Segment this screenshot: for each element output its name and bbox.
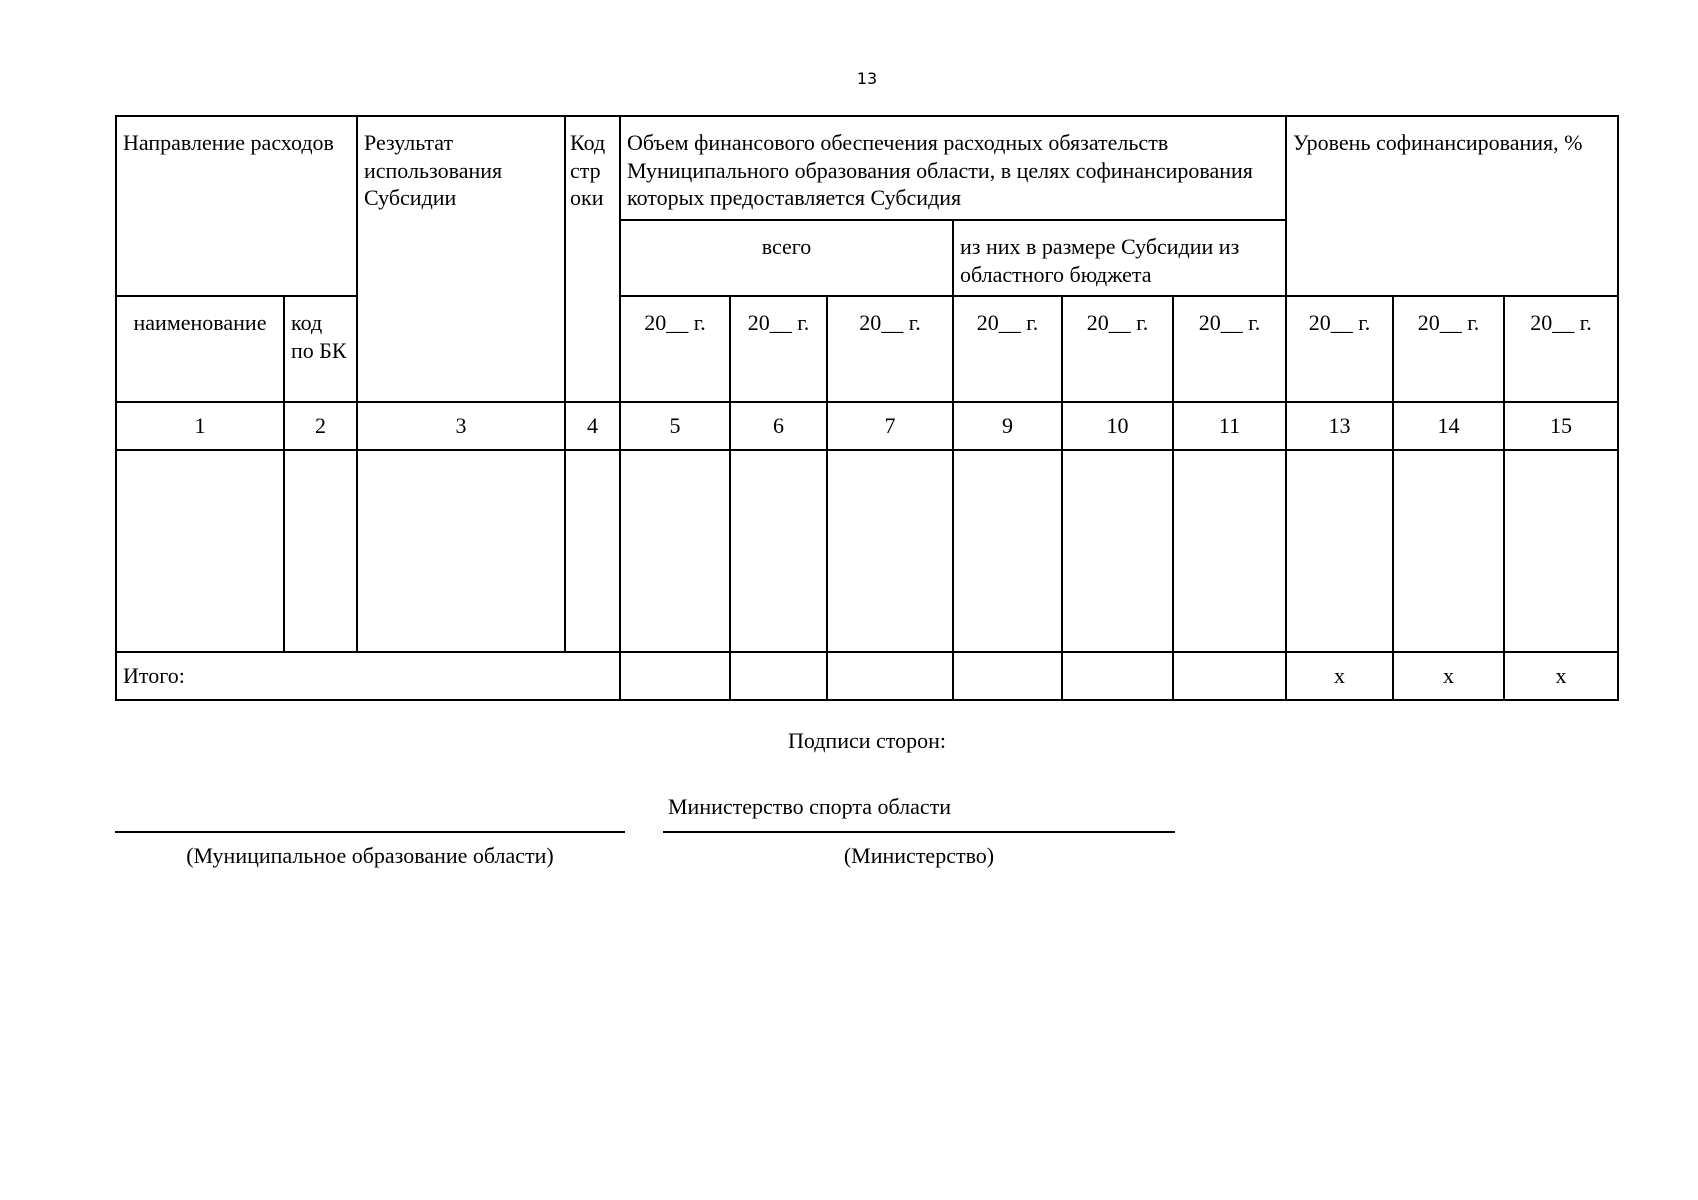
right-signature-caption: (Министерство) [843, 843, 995, 868]
data-cell [730, 450, 827, 652]
year-cell: 20__ г. [1062, 296, 1173, 402]
column-number: 4 [565, 402, 620, 450]
data-cell [565, 450, 620, 652]
header-direction: Направление расходов [116, 116, 357, 296]
column-number: 15 [1504, 402, 1618, 450]
header-result: Результат использования Субсидии [357, 116, 565, 402]
page-number: 13 [856, 69, 878, 88]
header-volume: Объем финансового обеспечения расходных обязательств Муниципального образования области, в целях софинансирования которых предоставляется Субсидия [620, 116, 1286, 220]
column-number: 6 [730, 402, 827, 450]
total-mark: х [1393, 652, 1504, 700]
total-mark: х [1286, 652, 1393, 700]
data-row [116, 450, 1618, 652]
header-row-code: Код стр оки [565, 116, 620, 402]
column-numbers-row [116, 402, 1618, 450]
total-row [116, 652, 1618, 700]
data-cell [620, 450, 730, 652]
total-cell [953, 652, 1062, 700]
column-number: 5 [620, 402, 730, 450]
column-number: 9 [953, 402, 1062, 450]
column-number: 7 [827, 402, 953, 450]
data-cell [827, 450, 953, 652]
column-number: 13 [1286, 402, 1393, 450]
data-cell [284, 450, 357, 652]
data-cell [1504, 450, 1618, 652]
total-cell [827, 652, 953, 700]
header-cofinancing: Уровень софинансирования, % [1286, 116, 1618, 296]
data-cell [116, 450, 284, 652]
total-cell [620, 652, 730, 700]
year-cell: 20__ г. [953, 296, 1062, 402]
left-signature-caption: (Муниципальное образование области) [186, 843, 554, 868]
data-cell [1286, 450, 1393, 652]
data-cell [1173, 450, 1286, 652]
total-cell [730, 652, 827, 700]
column-number: 11 [1173, 402, 1286, 450]
column-number: 2 [284, 402, 357, 450]
total-mark: х [1504, 652, 1618, 700]
year-cell: 20__ г. [1173, 296, 1286, 402]
left-signature-line [115, 831, 625, 833]
total-label: Итого: [116, 652, 620, 700]
data-cell [1062, 450, 1173, 652]
header-bk-code: код по БК [284, 296, 357, 402]
column-number: 3 [357, 402, 565, 450]
year-cell: 20__ г. [730, 296, 827, 402]
column-number: 1 [116, 402, 284, 450]
year-cell: 20__ г. [1393, 296, 1504, 402]
header-name: наименование [116, 296, 284, 402]
year-cell: 20__ г. [1504, 296, 1618, 402]
column-number: 14 [1393, 402, 1504, 450]
total-cell [1062, 652, 1173, 700]
total-cell [1173, 652, 1286, 700]
right-signature-line [663, 831, 1175, 833]
signatures-title: Подписи сторон: [787, 728, 946, 753]
subsidy-table [115, 115, 1619, 701]
year-cell: 20__ г. [827, 296, 953, 402]
year-cell: 20__ г. [620, 296, 730, 402]
ministry-name: Министерство спорта области [668, 794, 952, 819]
column-number: 10 [1062, 402, 1173, 450]
data-cell [1393, 450, 1504, 652]
data-cell [953, 450, 1062, 652]
header-total: всего [620, 220, 953, 296]
header-subsidy-part: из них в размере Субсидии из областного бюджета [953, 220, 1286, 296]
year-cell: 20__ г. [1286, 296, 1393, 402]
data-cell [357, 450, 565, 652]
